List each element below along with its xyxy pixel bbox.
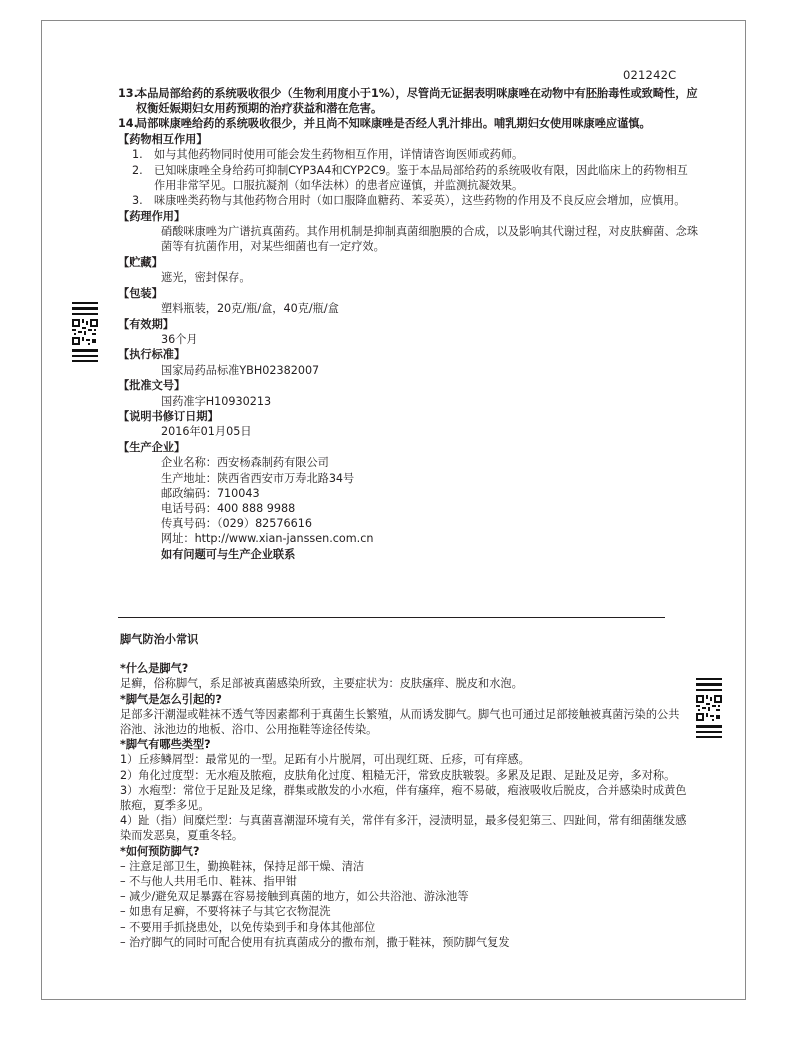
pharmacology-text: 硝酸咪康唑为广谱抗真菌药。其作用机制是抑制真菌细胞膜的合成，以及影响其代谢过程，对皮肤癣菌、念珠菌等有抗菌作用，对某些细菌也有一定疗效。 — [161, 224, 699, 254]
interactions-list — [118, 147, 698, 208]
approval-text: 国药准字H10930213 — [161, 394, 272, 408]
manufacturer-postcode: 邮政编码：710043 — [161, 486, 260, 500]
tips-type-3: 3）水疱型：常位于足趾及足缘，群集或散发的小水疱，伴有瘙痒，疱不易破，疱液吸收后脱皮，合并感染时成黄色脓疱，夏季多见。 — [120, 783, 687, 813]
tips-question-2: *脚气是怎么引起的? — [120, 692, 222, 706]
tips-prevent-5: – 不要用手抓挠患处，以免传染到手和身体其他部位 — [120, 920, 376, 934]
tips-prevent-3: – 减少/避免双足暴露在容易接触到真菌的地方，如公共浴池、游泳池等 — [120, 890, 469, 904]
qr-code-icon — [696, 695, 722, 721]
warning-item-13: 13. 本品局部给药的系统吸收很少（生物利用度小于1%），尽管尚无证据表明咪康唑在动物中有胚胎毒性或致畸性，应权衡妊娠期妇女用药预期的治疗获益和潜在危害。 — [118, 87, 698, 116]
manufacturer-contact: 如有问题可与生产企业联系 — [161, 547, 296, 561]
pharmacology-heading: 【药理作用】 — [118, 209, 186, 223]
tips-type-4: 4）趾（指）间糜烂型：与真菌喜潮湿环境有关，常伴有多汗，浸渍明显，最多侵犯第三、四趾间，常有细菌继发感染而发恶臭，夏重冬轻。 — [120, 814, 687, 843]
interaction-item-2: 2. 已知咪康唑全身给药可抑制CYP3A4和CYP2C9。鉴于本品局部给药的系统吸收有限，因此临床上的药物相互作用非常罕见。口服抗凝剂（如华法林）的患者应谨慎，并监测抗凝效果。 — [132, 163, 688, 192]
qr-code-icon — [72, 319, 98, 345]
revision-heading: 【说明书修订日期】 — [118, 410, 219, 424]
validity-text: 36个月 — [161, 332, 198, 346]
validity-heading: 【有效期】 — [118, 317, 174, 331]
warning-item-14: 14. 局部咪康唑给药的系统吸收很少，并且尚不知咪康唑是否经人乳汁排出。哺乳期妇女使用咪康唑应谨慎。 — [118, 117, 651, 131]
tips-section — [120, 632, 690, 950]
standard-text: 国家局药品标准YBH02382007 — [161, 363, 320, 377]
tips-type-1: 1）丘疹鳞屑型：最常见的一型。足跖有小片脱屑，可出现红斑、丘疹，可有痒感。 — [120, 753, 530, 767]
qr-bars-top — [696, 678, 722, 691]
storage-text: 遮光，密封保存。 — [161, 270, 251, 284]
interactions-heading: 【药物相互作用】 — [118, 133, 208, 147]
tips-question-1: *什么是脚气? — [120, 662, 189, 676]
qr-bars-bottom — [72, 349, 98, 362]
interaction-item-1: 1. 如与其他药物同时使用可能会发生药物相互作用，详情请咨询医师或药师。 — [132, 148, 524, 162]
document-code: 021242C — [623, 68, 677, 82]
tips-title: 脚气防治小常识 — [120, 633, 199, 646]
tips-type-2: 2）角化过度型：无水疱及脓疱，皮肤角化过度、粗糙无汗，常致皮肤皲裂。多累及足跟、足趾及足旁，多对称。 — [120, 768, 676, 782]
tips-answer-1: 足癣，俗称脚气，系足部被真菌感染所致，主要症状为：皮肤瘙痒、脱皮和水泡。 — [120, 677, 523, 691]
manufacturer-name: 企业名称：西安杨森制药有限公司 — [161, 456, 329, 470]
qr-bars-bottom — [696, 725, 722, 738]
interaction-item-3: 3. 咪康唑类药物与其他药物合用时（如口服降血糖药、苯妥英），这些药物的作用及不良反应会增加，应慎用。 — [132, 193, 686, 207]
tips-prevent-1: – 注意足部卫生，勤换鞋袜，保持足部干燥、清洁 — [120, 859, 365, 873]
manufacturer-fax: 传真号码：（029）82576616 — [161, 517, 313, 531]
qr-bars-top — [72, 302, 98, 315]
package-heading: 【包装】 — [118, 286, 163, 300]
revision-text: 2016年01月05日 — [161, 425, 252, 439]
tips-prevent-2: – 不与他人共用毛巾、鞋袜、指甲钳 — [120, 875, 297, 889]
approval-heading: 【批准文号】 — [118, 379, 186, 393]
qr-code-left — [72, 302, 98, 362]
manufacturer-phone: 电话号码：400 888 9988 — [161, 501, 296, 515]
package-text: 塑料瓶装，20克/瓶/盒，40克/瓶/盒 — [161, 301, 339, 315]
qr-code-right — [696, 678, 722, 738]
leaflet-section — [118, 86, 698, 562]
standard-heading: 【执行标准】 — [118, 348, 186, 362]
section-divider — [118, 617, 665, 618]
tips-prevent-4: – 如患有足癣，不要将袜子与其它衣物混洗 — [120, 905, 331, 919]
manufacturer-address: 生产地址：陕西省西安市万寿北路34号 — [161, 471, 355, 485]
tips-answer-2: 足部多汗潮湿或鞋袜不透气等因素都利于真菌生长繁殖，从而诱发脚气。脚气也可通过足部接触被真菌污染的公共浴池、泳池边的地板、浴巾、公用拖鞋等途径传染。 — [120, 707, 680, 737]
storage-heading: 【贮藏】 — [118, 255, 163, 269]
tips-question-3: *脚气有哪些类型? — [120, 738, 211, 752]
tips-question-4: *如何预防脚气? — [120, 844, 200, 858]
manufacturer-heading: 【生产企业】 — [118, 441, 186, 455]
tips-prevent-6: – 治疗脚气的同时可配合使用有抗真菌成分的撒布剂，撒于鞋袜，预防脚气复发 — [120, 935, 510, 949]
manufacturer-website: 网址：http://www.xian-janssen.com.cn — [161, 532, 374, 546]
